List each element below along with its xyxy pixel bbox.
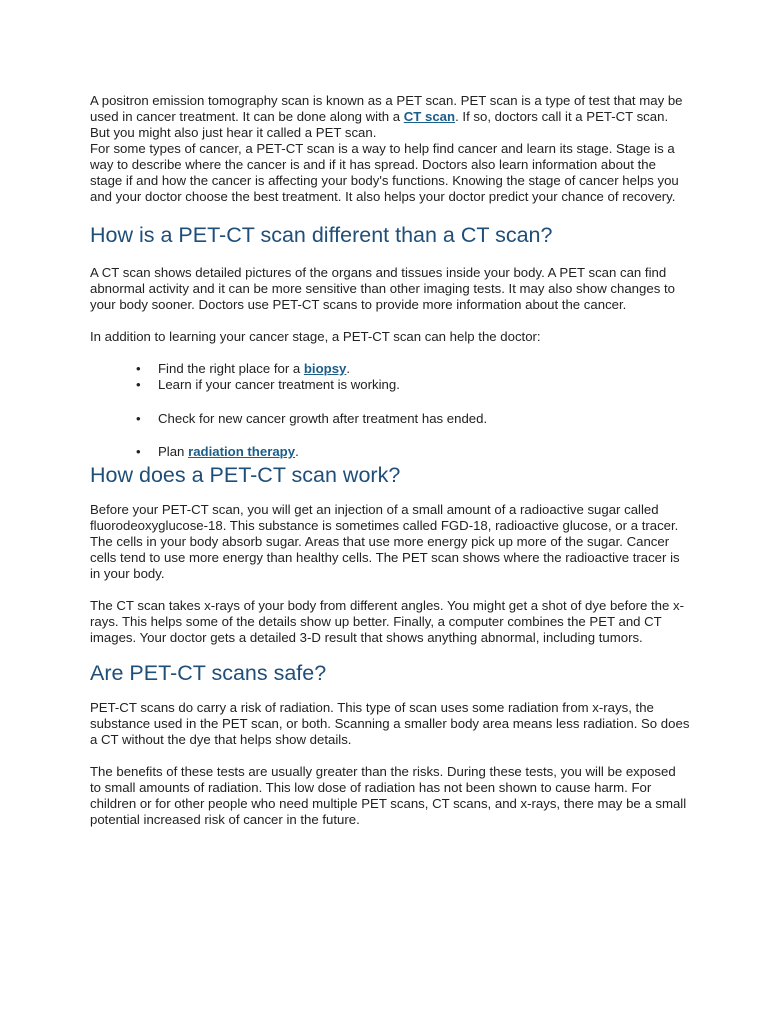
section-heading-how-it-works: How does a PET-CT scan work?	[90, 463, 401, 487]
bullet-icon: •	[136, 411, 141, 426]
section1-paragraph-1: A CT scan shows detailed pictures of the organs and tissues inside your body. A PET scan can find abnormal activity and it can be more sensitive than other imaging tests. It may also show changes to your body sooner. Doctors use PET-CT scans to provide more information about the cancer.	[90, 265, 675, 312]
section-heading-safety: Are PET-CT scans safe?	[90, 661, 327, 685]
section2-paragraph-1: Before your PET-CT scan, you will get an injection of a small amount of a radioactive sugar called fluorodeoxyglucose-18. This substance is sometimes called FGD-18, radioactive glucose, or a tracer. The cells in your body absorb sugar. Areas that use more energy pick up more of the sugar. Cancer cells tend to use more energy than healthy cells. The PET scan shows where the radioactive tracer is in your body.	[90, 502, 680, 581]
list-item: • Check for new cancer growth after treatment has ended.	[136, 411, 488, 426]
list-item: • Learn if your cancer treatment is working.	[136, 377, 400, 392]
intro-paragraph-2: For some types of cancer, a PET-CT scan is a way to help find cancer and learn its stage. Stage is a way to describe where the cancer is and if it has spread. Doctors also learn information about the stage if and how the cancer is affecting your body's functions. Knowing the stage of cancer helps you and your doctor choose the best treatment. It also helps your doctor predict your chance of recovery.	[90, 141, 679, 204]
bullet-icon: •	[136, 361, 141, 376]
ct-scan-link[interactable]: CT scan	[403, 109, 456, 124]
list-item: • Find the right place for a biopsy.	[136, 361, 351, 376]
biopsy-link[interactable]: biopsy	[303, 361, 347, 376]
section1-paragraph-2: In addition to learning your cancer stage, a PET-CT scan can help the doctor:	[90, 329, 541, 344]
document-page	[90, 93, 690, 828]
uses-list	[90, 361, 690, 460]
bullet-icon: •	[136, 377, 141, 392]
list-item: • Plan radiation therapy.	[136, 444, 299, 459]
section2-paragraph-2: The CT scan takes x-rays of your body from different angles. You might get a shot of dye before the x-rays. This helps some of the details show up better. Finally, a computer combines the PET and CT images. Your doctor gets a detailed 3-D result that shows anything abnormal, including tumors.	[90, 598, 685, 645]
intro-paragraph-1: A positron emission tomography scan is known as a PET scan. PET scan is a type of test that may be used in cancer treatment. It can be done along with a CT scan. If so, doctors call it a PET-CT scan. But you might also just hear it called a PET scan.	[90, 93, 683, 140]
section-heading-difference: How is a PET-CT scan different than a CT scan?	[90, 223, 553, 247]
bullet-icon: •	[136, 444, 141, 459]
section3-paragraph-2: The benefits of these tests are usually greater than the risks. During these tests, you will be exposed to small amounts of radiation. This low dose of radiation has not been shown to cause harm. For children or for other people who need multiple PET scans, CT scans, and x-rays, there may be a small potential increased risk of cancer in the future.	[90, 764, 687, 827]
section3-paragraph-1: PET-CT scans do carry a risk of radiation. This type of scan uses some radiation from x-rays, the substance used in the PET scan, or both. Scanning a smaller body area means less radiation. So does a CT without the dye that helps show details.	[90, 700, 690, 747]
radiation-therapy-link[interactable]: radiation therapy	[188, 444, 296, 459]
